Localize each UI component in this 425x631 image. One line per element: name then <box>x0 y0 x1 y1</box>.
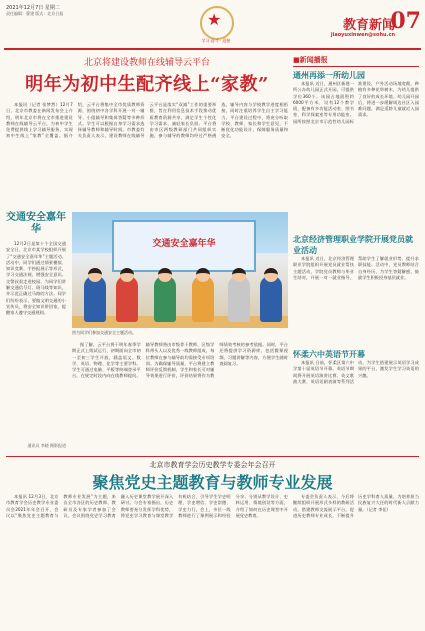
issue-date: 2021年12月7日 星期二 <box>6 5 60 11</box>
news-briefs-heading: ■新闻播报 <box>293 55 419 67</box>
bottom-article-continued <box>293 494 419 626</box>
student-figure <box>154 276 176 322</box>
board-text: 交通安全嘉年华 <box>152 239 216 249</box>
page-header <box>0 0 425 50</box>
anniversary-emblem <box>170 2 260 52</box>
side-article-title: 交通安全嘉年华 <box>6 212 66 235</box>
header-rule <box>4 48 421 50</box>
student-head <box>158 268 172 282</box>
news-photo <box>72 212 288 328</box>
side-article-credit: 通讯员 李晓 摄影报道 <box>27 443 66 448</box>
main-headline: 明年为初中生配齐线上“家教” <box>25 74 269 95</box>
editor-info: 责任编辑：曹建 版式：北京日报 <box>6 11 64 16</box>
bottom-headline: 聚焦党史主题教育与教师专业发展 <box>92 473 333 492</box>
side-article-body <box>6 241 66 441</box>
brief-text: 本报讯 近日，通州区新建一所公办幼儿园正式开园，可提供学位360个。该园占地面积约6000平方米，设有12个教学班，配备有多功能活动室、图书室、科学探索室等专用功能室。园所按照北京市示范性幼儿园标准建设，户外活动场地宽敞，种植有多种花草树木，为幼儿提供了良好的成长环境。幼儿园开园后，将进一步缓解周边社区入园难问题，满足适龄儿童就近入园需求。 <box>293 81 419 124</box>
section-divider <box>6 456 419 457</box>
main-article-continued-text: 据了解，云平台将于明年春季学期正式上线试运行，初期面向全市初一至初三学生开放，涵盖语文、数学、英语、物理、化学等主要学科。学生可通过电脑、平板等终端登录平台，在规定时段内向在线教师提问。辅导教师将由市级骨干教师、区级学科带头人以及优秀一线教师组成，每位教师在参与辅导前均需接受专项培训。为确保辅导质量，平台将建立教师评价反馈机制，学生和家长可对辅导效果进行评价，评价结果将作为教师绩效考核的参考依据。同时，平台还将提供学习资源库，包括微课视频、习题讲解等内容，方便学生随时查阅复习。 <box>72 342 288 379</box>
student-figure <box>260 276 282 322</box>
student-head <box>232 268 246 282</box>
main-kicker: 北京将建设教师在线辅导云平台 <box>83 58 210 68</box>
student-figure <box>116 276 138 322</box>
student-head <box>196 268 210 282</box>
brief-body <box>293 81 419 231</box>
section-title: 教育新闻 <box>342 18 395 33</box>
side-article <box>6 212 66 452</box>
bottom-kicker: 北京市教育学会历史教学专委会年会召开 <box>149 461 276 469</box>
student-figure <box>192 276 214 322</box>
student-head <box>88 268 102 282</box>
student-figure <box>84 276 106 322</box>
student-head <box>120 268 134 282</box>
bottom-article-body <box>6 494 288 626</box>
bottom-article-continued-text: 专委会负责人表示，今后将继续组织开展形式多样的教研活动，搭建教师交流展示平台，促进历史教师专业成长，不断提升历史学科育人质量，为培养担当民族复兴大任的时代新人贡献力量。（记者 李佳） <box>293 494 419 518</box>
bottom-article-text: 本报讯 12月3日，北京市教育学会历史教学专业委员会2021年年会召开，会议以“聚焦党史主题教育与教师专业发展”为主题，来自全市各区的历史教师、教研员及专家学者参加了会议。会议围绕党史学习教育融入历史课堂教学展开深入研讨。与会专家指出，历史教师要充分发挥学科优势，将党史学习教育与课堂教学有机结合，引导学生学史明理、学史增信、学史崇德、学史力行。会上，多位一线教师进行了课例展示和经验分享，分别从教学设计、史料运用、情境创设等方面，介绍了如何在历史课堂中开展党史教育。 <box>6 494 288 518</box>
main-article-body <box>6 102 288 210</box>
brief-text: 本报讯 日前，怀柔区第六中学第十届英语节开幕。英语节期间将开展英语演讲比赛、英文歌曲大赛、英语话剧表演等系列活动，为学生搭建展示英语学习成果的平台，激发学生学习英语的兴趣。 <box>293 360 419 384</box>
classroom-board <box>112 220 256 272</box>
emblem-text: 学习 奋斗 · 迎接 <box>201 38 231 43</box>
student-figure <box>228 276 250 322</box>
news-briefs-column <box>293 55 419 455</box>
brief-title: 通州再添一所幼儿园 <box>293 70 365 80</box>
side-article-text: 12月2日是第十个全国交通安全日，北京市某学校组织开展了“交通安全嘉年华”主题活动。活动中，同学们通过情景模拟、知识竞赛、手抄报展示等形式，学习交通法规，增强安全意识。交警叔叔走进校园，为同学们讲解交通信号灯、斑马线等知识，并示范正确过马路的方法。同学们纷纷表示，要做文明交通的小宣传员，将安全知识带回家，提醒家人遵守交通规则。 <box>6 241 66 316</box>
brief-title: 怀柔六中英语节开幕 <box>293 349 365 359</box>
brief-body <box>293 256 419 346</box>
star-icon: ★ <box>207 10 222 29</box>
brief-body <box>293 360 419 460</box>
student-head <box>264 268 278 282</box>
brief-text: 本报讯 近日，北京经济管理职业学院组织开展党员就业帮扶主题活动，学院党员教师与毕业生结对，开展一对一就业指导，帮助学生了解就业形势、提升求职技能。活动中，党员教师结合自身经历，为学生答疑解惑，鼓励学生积极投身基层就业。 <box>293 256 419 280</box>
main-article-continued <box>72 342 288 448</box>
photo-caption: 图为同学们参加交通安全主题活动。 <box>72 330 136 335</box>
brief-title: 北京经济管理职业学院开展党员就业活动 <box>293 234 413 255</box>
page-number: 07 <box>390 8 421 34</box>
section-email: jiaoyuxinwen@sohu.cn <box>330 32 395 38</box>
main-article-text: 本报讯（记者 张梦然）12月7日，北京市教委在新闻发布会上介绍，明年北京市将在全市推进建设教师在线辅导云平台，为初中学生免费提供线上学习辅导服务，实现初中生线上“家教”全覆盖。据介绍，云平台将集中全市优质教师资源，围绕初中各学科开展一对一辅导、小组辅导和集体答疑等多种形式。学生可以根据自身学习需求选择辅导教师和辅导时间。市教委有关负责人表示，建设教师在线辅导云平台是落实“双减”工作的重要举措，旨在利用信息技术手段推动优质教育资源共享，满足学生个性化学习需求，减轻家长负担。平台将由市区两级教研部门共同组织实施，参与辅导的教师均经过严格遴选，辅导内容与学校教学进度相衔接，同时注重培养学生自主学习能力。平台建设过程中，将充分听取学校、教师、家长和学生意见，不断优化功能设计，保障服务质量和安全。 <box>6 102 288 139</box>
